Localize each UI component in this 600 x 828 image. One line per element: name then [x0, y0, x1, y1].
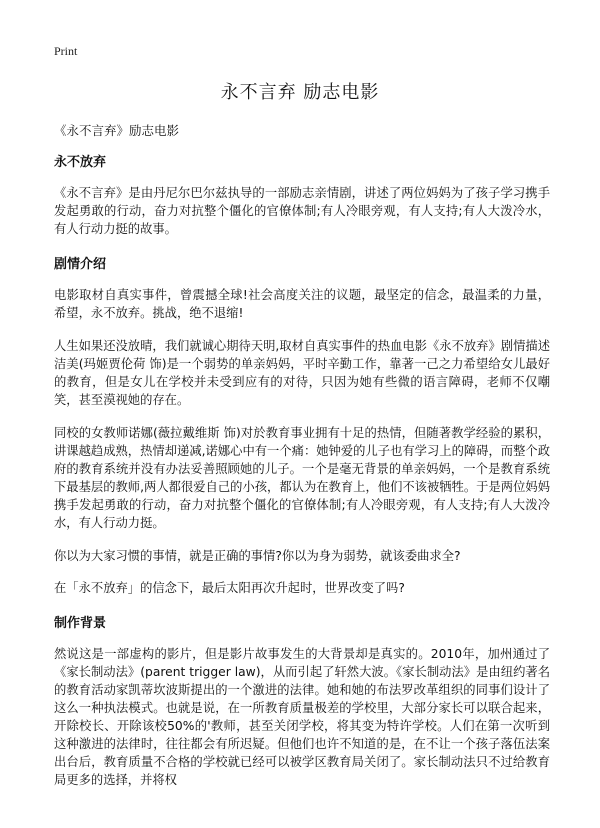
- section-heading: 永不放弃: [54, 155, 107, 170]
- page-title: 永不言弃 励志电影: [220, 82, 380, 103]
- paragraph: 人生如果还没放晴，我们就诚心期待天明,取材自真实事件的热血电影《永不放弃》剧情描述洁美(玛姬贾伦荷 饰)是一个弱势的单亲妈妈，平时辛勤工作，靠著一己之力希望给女儿最好的教育，但是女儿在学校并未受到应有的对待，只因为她有些微的语言障碍，老师不仅嘲笑，甚至漠视她的存在。: [54, 339, 550, 407]
- section-heading: 制作背景: [54, 616, 107, 631]
- paragraph: 在「永不放弃」的信念下，最后太阳再次升起时，世界改变了吗?: [54, 581, 405, 595]
- section-production-background: [54, 612, 550, 789]
- paragraph: 同校的女教师诺娜(薇拉戴维斯 饰)对於教育事业拥有十足的热情，但随著教学经验的累积，讲课越趋成熟，热情却递减,诺娜心中有一个痛：她钟爱的儿子也有学习上的障碍，而整个政府的教育系统并没有办法妥善照顾她的儿子。一个是毫无背景的单亲妈妈，一个是教育系统下最基层的教师,两人都很爱自己的小孩，都认为在教育上，他们不该被牺牲。于是两位妈妈携手发起勇敢的行动，奋力对抗整个僵化的官僚体制;有人冷眼旁观，有人支持;有人大泼冷水，有人行动力挺。: [54, 426, 550, 530]
- section-plot-summary: [54, 253, 550, 597]
- document-body: [54, 151, 550, 804]
- document-subtitle: 《永不言弃》励志电影: [54, 123, 180, 138]
- section-heading: 剧情介绍: [54, 257, 107, 272]
- paragraph: 电影取材自真实事件，曾震撼全球!社会高度关注的议题，最坚定的信念，最温柔的力量，希望，永不放弃。挑战，绝不退缩!: [54, 288, 550, 320]
- print-link[interactable]: Print: [54, 44, 78, 58]
- paragraph: 《永不言弃》是由丹尼尔巴尔兹执导的一部励志亲情剧，讲述了两位妈妈为了孩子学习携手发起勇敢的行动，奋力对抗整个僵化的官僚体制;有人冷眼旁观，有人支持;有人大泼冷水，有人行动力挺的故事。: [54, 186, 550, 236]
- paragraph: 你以为大家习惯的事情，就是正确的事情?你以为身为弱势，就该委曲求全?: [54, 549, 461, 563]
- section-never-give-up: [54, 151, 550, 238]
- paragraph: 然说这是一部虚构的影片，但是影片故事发生的大背景却是真实的。2010年，加州通过了《家长制动法》(parent trigger law)，从而引起了轩然大波。《家长制动法》是由纽约著名的教育活动家凯蒂坎波斯提出的一个激进的法律。她和她的布法罗改革组织的同事们设计了这么一种执法模式。也就是说，在一所教育质量极差的学校里，大部分家长可以联合起来，开除校长、开除该校50%的'教师，甚至关闭学校，将其变为特许学校。人们在第一次听到这种激进的法律时，往往都会有所迟疑。但他们也许不知道的是，在不让一个孩子落伍法案出台后，教育质量不合格的学校就已经可以被学区教育局关闭了。家长制动法只不过给教育局更多的选择，并将权: [54, 647, 550, 787]
